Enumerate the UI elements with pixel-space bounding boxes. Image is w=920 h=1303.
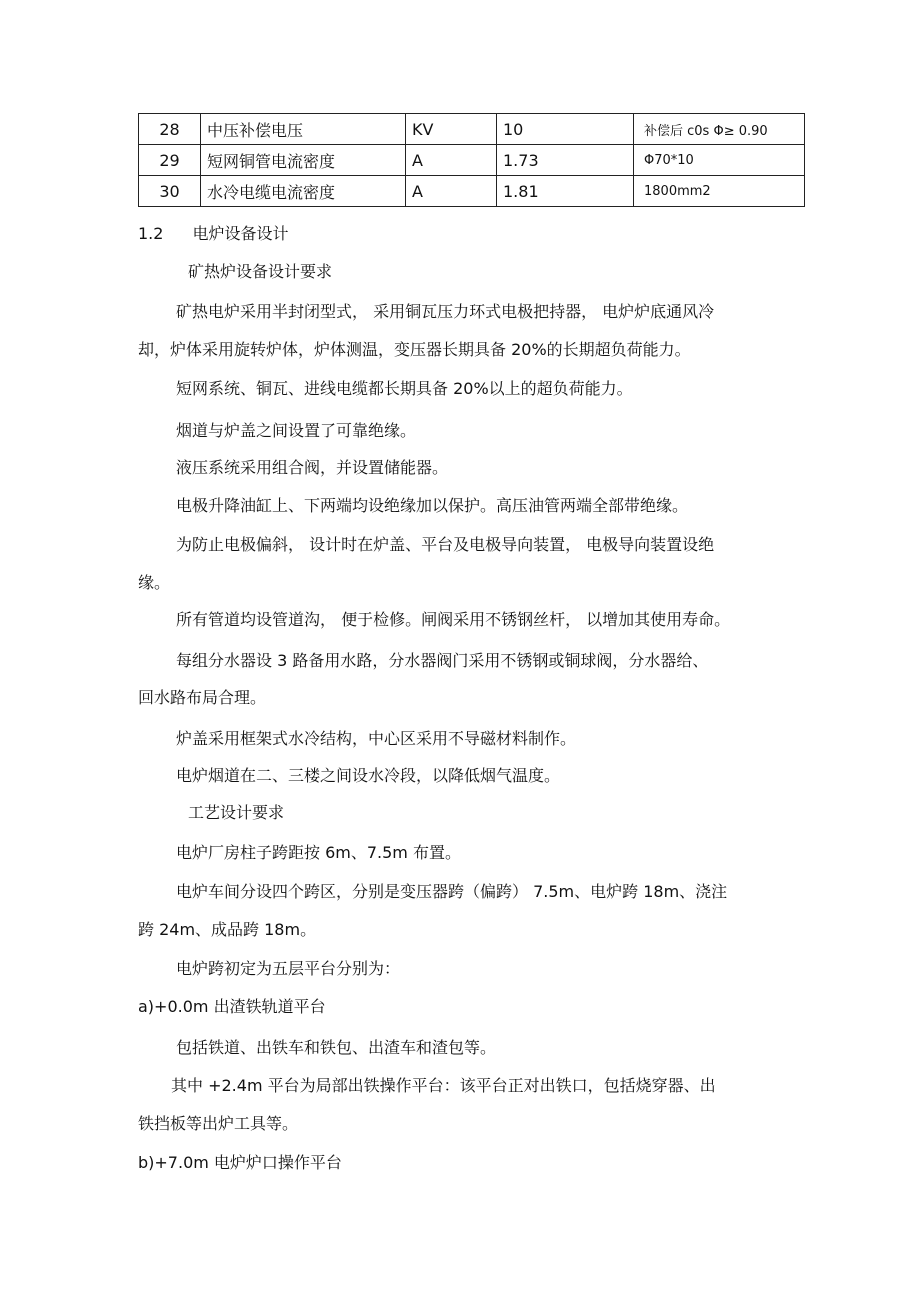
paragraph: 炉盖采用框架式水冷结构，中心区采用不导磁材料制作。 [176, 729, 577, 748]
paragraph-line: 每组分水器设 3 路备用水路，分水器阀门采用不锈钢或铜球阀，分水器给、 [176, 651, 709, 670]
section-number: 1.2 [138, 224, 164, 243]
parameter-table [138, 113, 805, 207]
paragraph: 短网系统、铜瓦、进线电缆都长期具备 20%以上的超负荷能力。 [176, 379, 633, 398]
row-number: 30 [139, 176, 201, 207]
row-number: 28 [139, 114, 201, 145]
param-name: 短网铜管电流密度 [201, 145, 406, 176]
paragraph: 所有管道均设管道沟， 便于检修。闸阀采用不锈钢丝杆， 以增加其使用寿命。 [176, 610, 731, 629]
paragraph: 电炉跨初定为五层平台分别为： [176, 959, 401, 978]
param-unit: A [406, 176, 497, 207]
paragraph-line: 电炉车间分设四个跨区，分别是变压器跨（偏跨） 7.5m、电炉跨 18m、浇注 [176, 882, 728, 901]
param-unit: A [406, 145, 497, 176]
param-note: Φ70*10 [634, 145, 805, 176]
section-title: 电炉设备设计 [192, 224, 289, 243]
list-item-a: a)+0.0m 出渣铁轨道平台 [138, 997, 326, 1016]
paragraph-line: 铁挡板等出炉工具等。 [138, 1114, 299, 1133]
paragraph-line: 却，炉体采用旋转炉体，炉体测温，变压器长期具备 20%的长期超负荷能力。 [138, 340, 691, 359]
paragraph-line: 其中 +2.4m 平台为局部出铁操作平台：该平台正对出铁口，包括烧穿器、出 [171, 1076, 716, 1095]
paragraph-line: 跨 24m、成品跨 18m。 [138, 920, 317, 939]
param-value: 10 [497, 114, 634, 145]
paragraph: 烟道与炉盖之间设置了可靠绝缘。 [176, 421, 417, 440]
subheading-process-design: 工艺设计要求 [188, 803, 285, 822]
param-name: 中压补偿电压 [201, 114, 406, 145]
table-row [139, 176, 805, 207]
section-heading [138, 224, 289, 244]
paragraph: 电炉厂房柱子跨距按 6m、7.5m 布置。 [176, 843, 461, 862]
param-unit: KV [406, 114, 497, 145]
paragraph-line: 矿热电炉采用半封闭型式， 采用铜瓦压力环式电极把持器， 电炉炉底通风冷 [176, 302, 715, 321]
paragraph-line: 缘。 [138, 573, 171, 592]
row-number: 29 [139, 145, 201, 176]
param-name: 水冷电缆电流密度 [201, 176, 406, 207]
paragraph: 电炉烟道在二、三楼之间设水冷段，以降低烟气温度。 [176, 766, 561, 785]
param-value: 1.81 [497, 176, 634, 207]
param-note: 补偿后 c0s Φ≥ 0.90 [634, 114, 805, 145]
paragraph: 包括铁道、出铁车和铁包、出渣车和渣包等。 [176, 1038, 497, 1057]
table-row [139, 114, 805, 145]
paragraph-line: 为防止电极偏斜， 设计时在炉盖、平台及电极导向装置， 电极导向装置设绝 [176, 535, 715, 554]
subheading-furnace-design: 矿热炉设备设计要求 [188, 262, 333, 281]
paragraph: 电极升降油缸上、下两端均设绝缘加以保护。高压油管两端全部带绝缘。 [176, 496, 689, 515]
param-note: 1800mm2 [634, 176, 805, 207]
list-item-b: b)+7.0m 电炉炉口操作平台 [138, 1153, 342, 1172]
table-row [139, 145, 805, 176]
param-value: 1.73 [497, 145, 634, 176]
paragraph-line: 回水路布局合理。 [138, 688, 267, 707]
paragraph: 液压系统采用组合阀，并设置储能器。 [176, 458, 449, 477]
